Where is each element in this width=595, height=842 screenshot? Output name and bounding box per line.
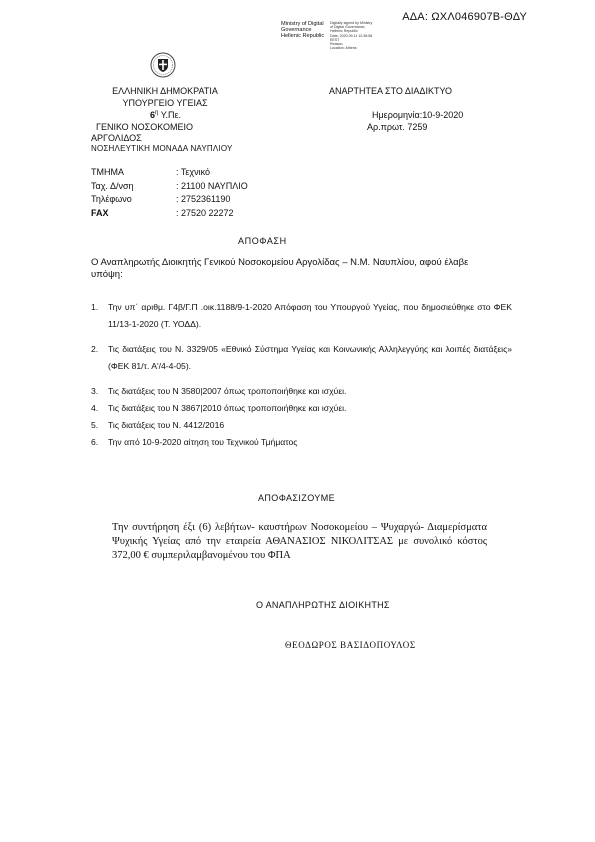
internet-posting-note: ΑΝΑΡΤΗΤΕΑ ΣΤΟ ΔΙΑΔΙΚΤΥΟ — [329, 86, 452, 96]
list-item-number: 3. — [91, 386, 99, 396]
nursing-unit: ΝΟΣΗΛΕΥΤΙΚΗ ΜΟΝΑΔΑ ΝΑΥΠΛΙΟΥ — [91, 144, 233, 153]
list-item-text: Τις διατάξεις του Ν. 3329/05 «Εθνικό Σύστημα Υγείας και Κοινωνικής Αλληλεγγύης και λοιπές διατάξεις» (ΦΕΚ 81/τ. Α'/4-4-05). — [108, 344, 512, 371]
list-item-text: Την από 10-9-2020 αίτηση του Τεχνικού Τμήματος — [108, 437, 298, 447]
greek-emblem-icon — [150, 52, 176, 78]
list-item — [92, 434, 512, 451]
list-item-number: 6. — [91, 437, 99, 447]
digital-signature-labels — [281, 21, 324, 39]
signature-detail: Hellenic Republic — [330, 29, 358, 34]
signature-detail: EEST — [330, 37, 340, 42]
ministry-heading: ΥΠΟΥΡΓΕΙΟ ΥΓΕΙΑΣ — [122, 98, 208, 108]
contact-label: FAX — [91, 208, 109, 218]
decide-heading: ΑΠΟΦΑΣΙΖΟΥΜΕ — [258, 493, 336, 503]
intro-paragraph: Ο Αναπληρωτής Διοικητής Γενικού Νοσοκομείου Αργολίδας – Ν.Μ. Ναυπλίου, αφού έλαβε υπόψη: — [91, 257, 469, 280]
list-item-text: Τις διατάξεις του Ν 3867|2010 όπως τροποποιήθηκε και ισχύει. — [108, 403, 347, 413]
list-item — [92, 400, 512, 417]
document-date: Ημερομηνία:10-9-2020 — [372, 110, 464, 120]
decision-text: Την συντήρηση έξι (6) λεβήτων- καυστήρων Νοσοκομείου – Ψυχαργώ- Διαμερίσματα Ψυχικής Υγείας από την εταιρεία ΑΘΑΝΑΣΙΟΣ ΝΙΚΟΛΙΤΣΑΣ με συνολικό κόστος 372,00 € συμπεριλαμβανομένου του ΦΠΑ — [112, 522, 487, 561]
list-item-number: 4. — [91, 403, 99, 413]
list-item-number: 1. — [91, 302, 99, 312]
contact-label: ΤΜΗΜΑ — [91, 167, 124, 177]
contact-value: : 2752361190 — [176, 194, 231, 204]
signature-detail: of Digital Governance, — [330, 25, 366, 30]
health-region-label: Υ.Πε. — [158, 110, 182, 120]
republic-heading: ΕΛΛΗΝΙΚΗ ΔΗΜΟΚΡΑΤΙΑ — [112, 86, 218, 96]
considerations-list — [92, 299, 512, 451]
health-region-number: 6 — [150, 110, 156, 120]
list-item — [92, 417, 512, 434]
hospital-name-line2: ΑΡΓΟΛΙΔΟΣ — [91, 133, 142, 143]
signer-title: Ο ΑΝΑΠΛΗΡΩΤΗΣ ΔΙΟΙΚΗΤΗΣ — [256, 600, 390, 610]
signature-detail: Location: Athens — [330, 46, 357, 51]
decision-title: ΑΠΟΦΑΣΗ — [238, 236, 287, 246]
contact-label: Τηλέφωνο — [91, 194, 132, 204]
signature-detail: Date: 2020.09.11 12:38:58 — [330, 33, 373, 38]
signature-detail: Reason: — [330, 42, 344, 47]
list-item — [92, 299, 512, 333]
protocol-number: Αρ.πρωτ. 7259 — [367, 122, 428, 132]
signature-label: Hellenic Republic — [281, 33, 325, 39]
list-item-number: 5. — [91, 420, 99, 430]
signer-name: ΘΕΟΔΩΡΟΣ ΒΑΣΙΔΟΠΟΥΛΟΣ — [285, 640, 416, 650]
list-item — [92, 341, 512, 375]
health-region-suffix: η — [155, 110, 159, 116]
contact-label: Ταχ. Δ/νση — [91, 181, 134, 191]
list-item-text: Την υπ΄ αριθμ. Γ4β/Γ.Π .οικ.1188/9-1-2020 Απόφαση του Υπουργού Υγείας, που δημοσιεύθηκε στο ΦΕΚ 11/13-1-2020 (Τ. ΥΟΔΔ). — [108, 302, 512, 329]
hospital-name-line1: ΓΕΝΙΚΟ ΝΟΣΟΚΟΜΕΙΟ — [96, 122, 193, 132]
signature-label: Ministry of Digital — [281, 21, 324, 27]
signature-label: Governance — [281, 27, 312, 33]
signature-detail: Digitally signed by Ministry — [330, 21, 373, 25]
digital-signature-details — [330, 21, 372, 50]
list-item-text: Τις διατάξεις του Ν 3580|2007 όπως τροποποιήθηκε και ισχύει. — [108, 386, 347, 396]
list-item — [92, 383, 512, 400]
contact-value: : Τεχνικό — [176, 167, 210, 177]
list-item-number: 2. — [91, 344, 99, 354]
list-item-text: Τις διατάξεις του Ν. 4412/2016 — [108, 420, 225, 430]
ada-code: ΑΔΑ: ΩΧΛ046907Β-ΘΔΥ — [402, 11, 527, 23]
health-region — [150, 110, 181, 120]
contact-value: : 21100 ΝΑΥΠΛΙΟ — [176, 181, 248, 191]
contact-value: : 27520 22272 — [176, 208, 234, 218]
